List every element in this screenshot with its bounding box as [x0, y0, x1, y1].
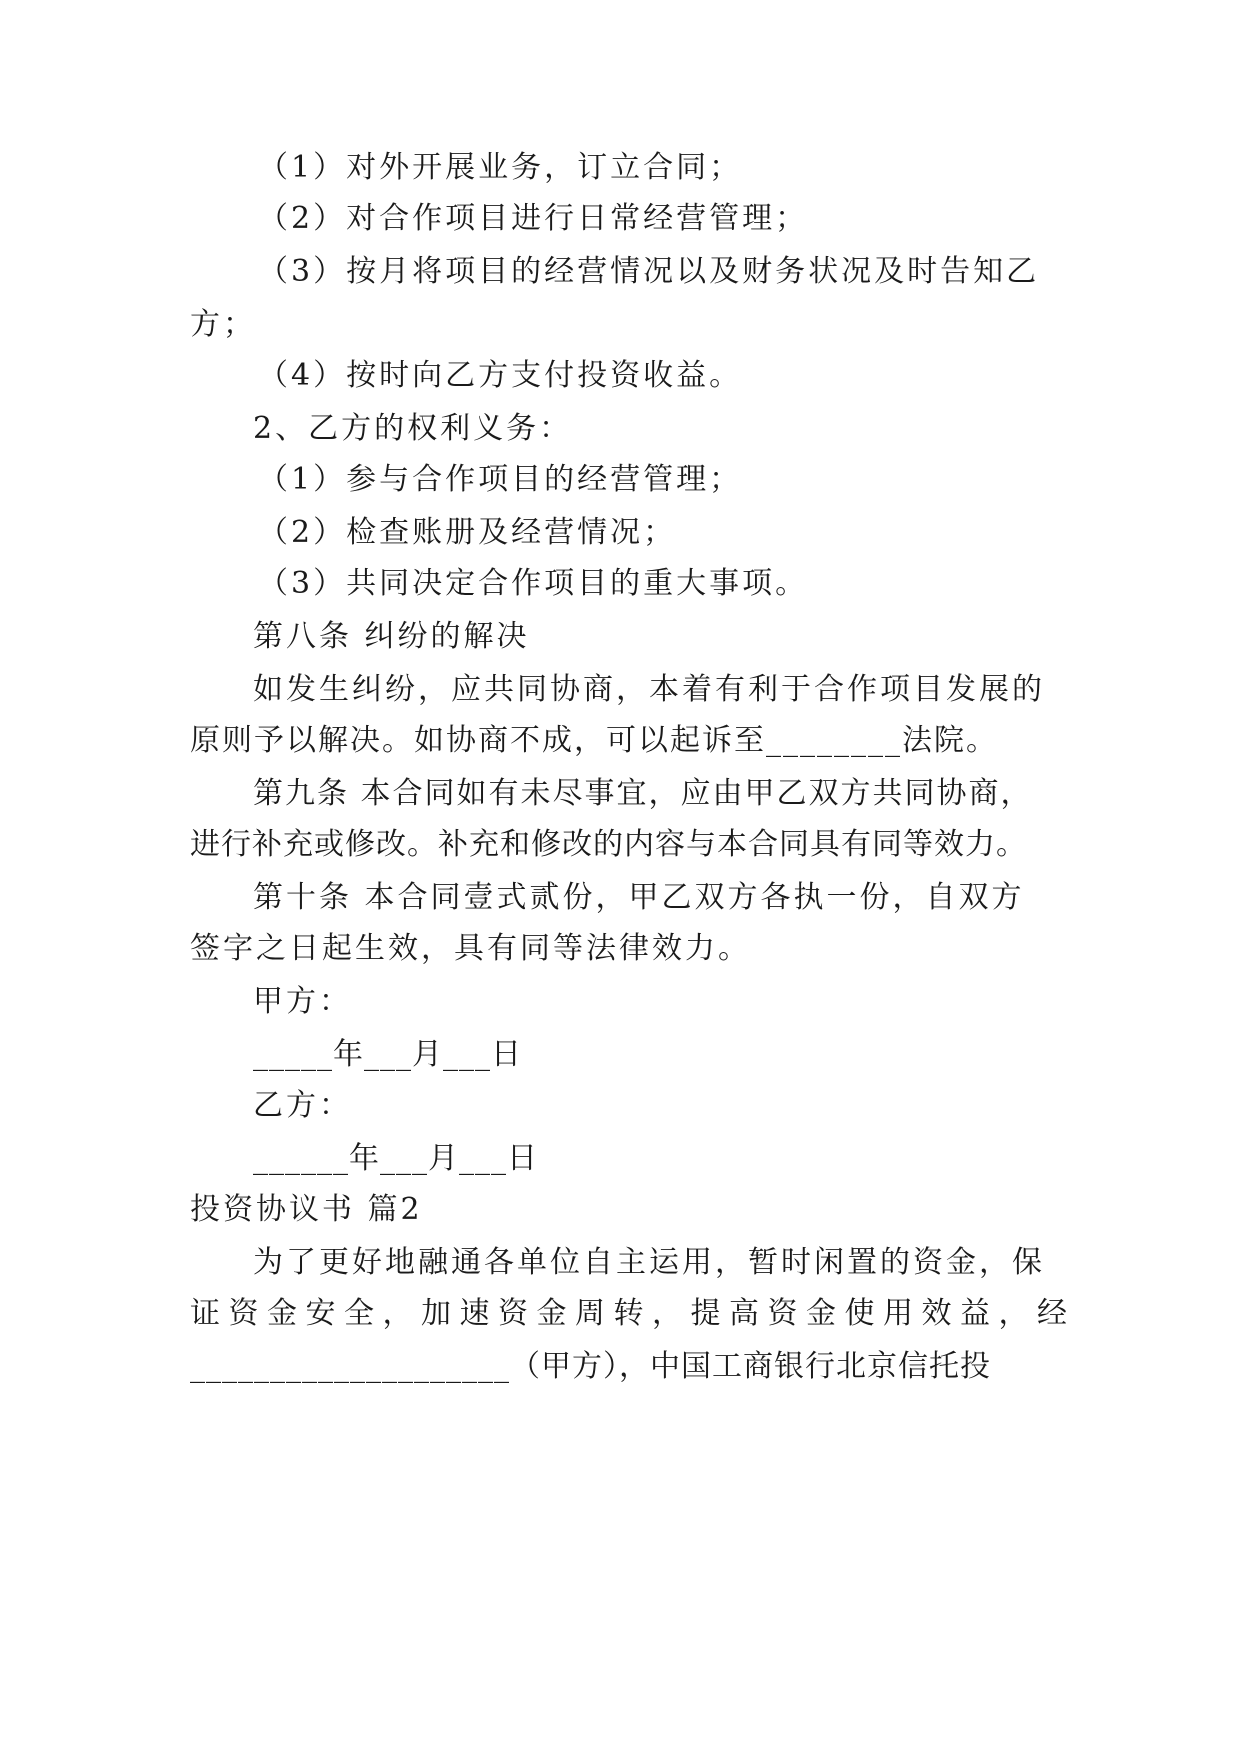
- clause-a1-item-3: （3）按月将项目的经营情况以及财务状况及时告知乙: [258, 254, 1040, 289]
- clause-a1-item-4: （4）按时向乙方支付投资收益。: [258, 358, 743, 393]
- party-b-date: ______年___月___日: [253, 1141, 538, 1176]
- clause-a1-item-2: （2）对合作项目进行日常经营管理；: [258, 201, 809, 236]
- article-9-line-1: 第九条 本合同如有未尽事宜，应由甲乙双方共同协商，: [253, 776, 1033, 811]
- party-b-label: 乙方：: [253, 1088, 352, 1123]
- article-8-body-line-1: 如发生纠纷，应共同协商，本着有利于合作项目发展的: [253, 672, 1045, 707]
- section-b-heading: 2、乙方的权利义务：: [253, 411, 573, 446]
- party-a-label: 甲方：: [253, 984, 352, 1019]
- party-a-date: _____年___月___日: [253, 1037, 522, 1072]
- clause-b-item-1: （1）参与合作项目的经营管理；: [258, 462, 743, 497]
- clause-b-item-3: （3）共同决定合作项目的重大事项。: [258, 566, 809, 601]
- agreement-2-line-1: 为了更好地融通各单位自主运用，暂时闲置的资金，保: [253, 1245, 1045, 1280]
- article-10-line-1: 第十条 本合同壹式贰份，甲乙双方各执一份，自双方: [253, 880, 1025, 915]
- clause-a1-item-3-continued: 方；: [190, 307, 256, 342]
- article-9-line-2: 进行补充或修改。补充和修改的内容与本合同具有同等效力。: [190, 827, 1027, 862]
- clause-a1-item-1: （1）对外开展业务，订立合同；: [258, 150, 743, 185]
- clause-b-item-2: （2）检查账册及经营情况；: [258, 515, 677, 550]
- article-10-line-2: 签字之日起生效，具有同等法律效力。: [190, 931, 751, 966]
- agreement-2-title: 投资协议书 篇2: [190, 1192, 423, 1227]
- agreement-2-line-3: ____________________（甲方），中国工商银行北京信托投: [190, 1349, 991, 1384]
- article-8-heading: 第八条 纠纷的解决: [253, 619, 530, 654]
- article-8-body-line-2: 原则予以解决。如协商不成，可以起诉至________法院。: [190, 723, 998, 758]
- agreement-2-line-2: 证资金安全，加速资金周转，提高资金使用效益，经: [190, 1296, 1076, 1331]
